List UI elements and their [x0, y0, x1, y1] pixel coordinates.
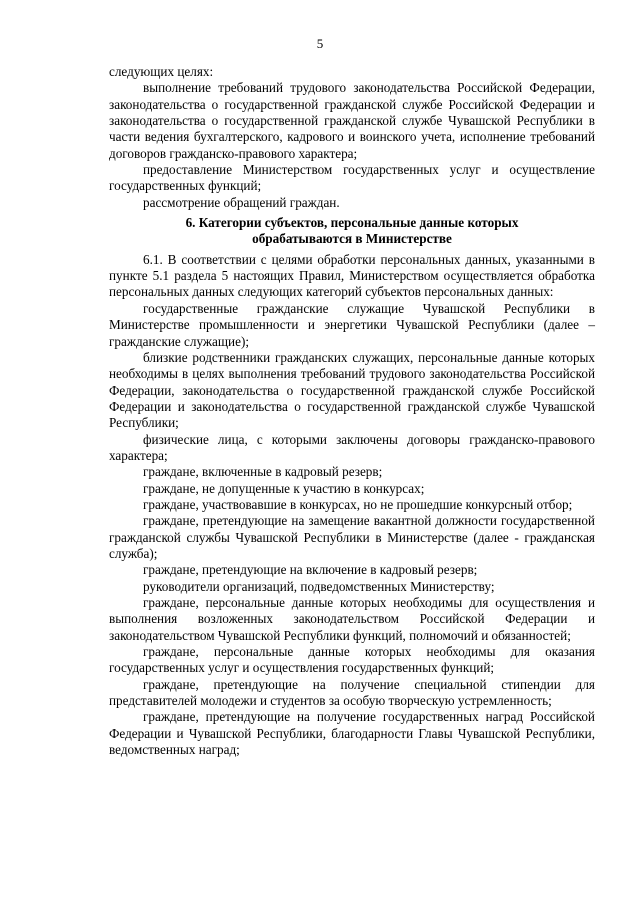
list-item: граждане, персональные данные которых необходимы для оказания государственных услуг и осуществления государственных функций; [109, 644, 595, 676]
list-item: физические лица, с которыми заключены договоры гражданско-правового характера; [109, 431, 595, 463]
section-heading [109, 215, 595, 248]
list-item: граждане, персональные данные которых необходимы для осуществления и выполнения возложенных законодательством Российской Федерации и законодательством Чувашской Республики функций, полномочий и обязанностей; [109, 595, 595, 643]
list-item: граждане, претендующие на включение в кадровый резерв; [143, 562, 478, 578]
list-item: граждане, не допущенные к участию в конкурсах; [143, 480, 425, 496]
document-body [109, 64, 595, 758]
list-item: граждане, претендующие на получение государственных наград Российской Федерации и Чувашской Республики, благодарности Главы Чувашской Республики, ведомственных наград; [109, 709, 595, 758]
list-item: руководители организаций, подведомственных Министерству; [143, 578, 495, 594]
paragraph: следующих целях: [109, 64, 214, 79]
paragraph: выполнение требований трудового законодательства Российской Федерации, законодательства о государственной гражданской службе Российской Федерации и законодательства о государственной гражданской службе Чувашской Республики в части ведения бухгалтерского, кадрового и воинского учета, исполнение требований договоров гражданско-правового характера; [109, 80, 595, 161]
list-item: близкие родственники гражданских служащих, персональные данные которых необходимы в целях выполнения требований трудового законодательства Российской Федерации, законодательства о государственной гражданской службе Российской Федерации и законодательства о государственной гражданской службе Чувашской Республики; [109, 349, 595, 431]
paragraph: 6.1. В соответствии с целями обработки персональных данных, указанными в пункте 5.1 раздела 5 настоящих Правил, Министерством осуществляется обработка персональных данных следующих категорий субъектов персональных данных: [109, 251, 595, 300]
list-item: граждане, включенные в кадровый резерв; [143, 464, 383, 480]
paragraph: предоставление Министерством государственных услуг и осуществление государственных функций; [109, 162, 595, 194]
section-heading-line: обрабатываются в Министерстве [252, 231, 452, 247]
paragraph: рассмотрение обращений граждан. [143, 194, 340, 210]
list-item: государственные гражданские служащие Чувашской Республики в Министерстве промышленности и энергетики Чувашской Республики (далее – гражданские служащие); [109, 300, 595, 349]
list-item: граждане, участвовавшие в конкурсах, но не прошедшие конкурсный отбор; [143, 496, 573, 512]
list-item: граждане, претендующие на замещение вакантной должности государственной гражданской службы Чувашской Республики в Министерстве (далее - гражданская служба); [109, 513, 595, 561]
section-heading-line: 6. Категории субъектов, персональные данные которых [185, 215, 519, 231]
page-number: 5 [316, 36, 324, 51]
list-item: граждане, претендующие на получение специальной стипендии для представителей молодежи и студентов за особую творческую устремленность; [109, 676, 595, 709]
